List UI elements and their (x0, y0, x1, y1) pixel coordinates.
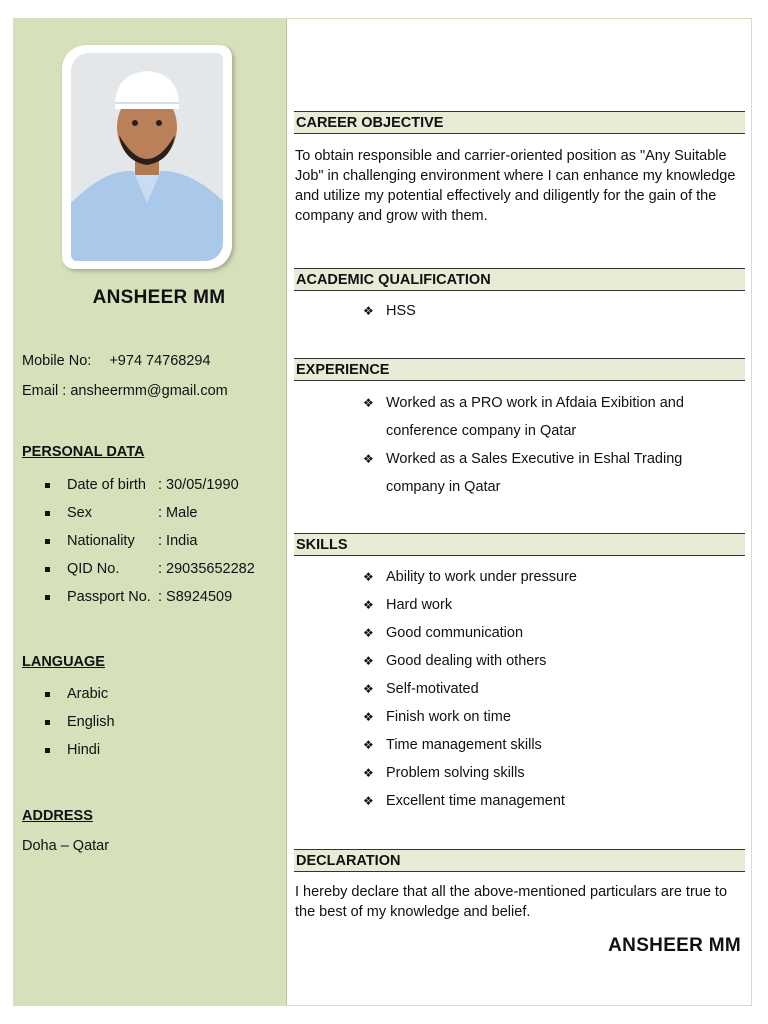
square-bullet-icon (45, 511, 50, 516)
diamond-bullet-icon: ❖ (363, 452, 374, 466)
academic-item: ❖ HSS (360, 297, 416, 325)
skill-item: ❖ Excellent time management (360, 787, 577, 815)
skill-item: ❖ Good communication (360, 619, 577, 647)
square-bullet-icon (45, 567, 50, 572)
declaration-text: I hereby declare that all the above-mentioned particulars are true to the best of my knowledge and belief. (295, 884, 728, 920)
resume-page (13, 18, 752, 1006)
skills-list (360, 563, 577, 815)
experience-item: ❖ Worked as a Sales Executive in Eshal Trading company in Qatar (360, 445, 726, 501)
skills-heading: SKILLS (294, 533, 745, 556)
profile-photo (71, 53, 223, 261)
experience-item: ❖ Worked as a PRO work in Afdaia Exibition and conference company in Qatar (360, 389, 726, 445)
person-illustration (71, 53, 223, 261)
skill-item: ❖ Self-motivated (360, 675, 577, 703)
diamond-bullet-icon: ❖ (363, 570, 374, 584)
diamond-bullet-icon: ❖ (363, 654, 374, 668)
diamond-bullet-icon: ❖ (363, 304, 374, 318)
language-heading: LANGUAGE (22, 654, 105, 670)
experience-list (360, 389, 726, 501)
email-label: Email : (22, 383, 67, 399)
skill-item: ❖ Hard work (360, 591, 577, 619)
personal-item: QID No. : 29035652282 (22, 555, 255, 583)
email-line (22, 383, 228, 399)
skill-item: ❖ Time management skills (360, 731, 577, 759)
diamond-bullet-icon: ❖ (363, 598, 374, 612)
declaration-heading: DECLARATION (294, 849, 745, 872)
diamond-bullet-icon: ❖ (363, 794, 374, 808)
diamond-bullet-icon: ❖ (363, 626, 374, 640)
personal-item: Passport No. : S8924509 (22, 583, 255, 611)
square-bullet-icon (45, 720, 50, 725)
skill-item: ❖ Problem solving skills (360, 759, 577, 787)
square-bullet-icon (45, 595, 50, 600)
profile-photo-frame (62, 45, 232, 269)
language-item: English (22, 708, 115, 736)
skill-item: ❖ Ability to work under pressure (360, 563, 577, 591)
diamond-bullet-icon: ❖ (363, 710, 374, 724)
academic-heading: ACADEMIC QUALIFICATION (294, 268, 745, 291)
personal-item: Sex : Male (22, 499, 255, 527)
square-bullet-icon (45, 539, 50, 544)
mobile-line (22, 353, 211, 369)
email-value: ansheermm@gmail.com (70, 383, 228, 399)
signature-name: ANSHEER MM (608, 935, 741, 956)
address-value: Doha – Qatar (22, 838, 110, 854)
square-bullet-icon (45, 748, 50, 753)
skill-item: ❖ Finish work on time (360, 703, 577, 731)
personal-item: Nationality : India (22, 527, 255, 555)
skill-item: ❖ Good dealing with others (360, 647, 577, 675)
academic-list (360, 297, 416, 325)
personal-item: Date of birth : 30/05/1990 (22, 471, 255, 499)
sidebar (14, 19, 287, 1005)
experience-heading: EXPERIENCE (294, 358, 745, 381)
career-objective-heading: CAREER OBJECTIVE (294, 111, 745, 134)
language-item: Hindi (22, 736, 115, 764)
language-list (22, 680, 115, 764)
square-bullet-icon (45, 692, 50, 697)
diamond-bullet-icon: ❖ (363, 682, 374, 696)
diamond-bullet-icon: ❖ (363, 396, 374, 410)
mobile-label: Mobile No: (22, 353, 92, 369)
square-bullet-icon (45, 483, 50, 488)
candidate-name: ANSHEER MM (92, 287, 226, 308)
personal-data-heading: PERSONAL DATA (22, 444, 145, 460)
address-heading: ADDRESS (22, 808, 93, 824)
personal-data-list (22, 471, 255, 611)
diamond-bullet-icon: ❖ (363, 766, 374, 780)
mobile-value: +974 74768294 (109, 353, 211, 369)
career-objective-text: To obtain responsible and carrier-oriented position as "Any Suitable Job" in challenging environment where I can enhance my knowledge and utilize my potential effectively and diligently for the gain of the company and grow with them. (295, 148, 736, 224)
language-item: Arabic (22, 680, 115, 708)
diamond-bullet-icon: ❖ (363, 738, 374, 752)
